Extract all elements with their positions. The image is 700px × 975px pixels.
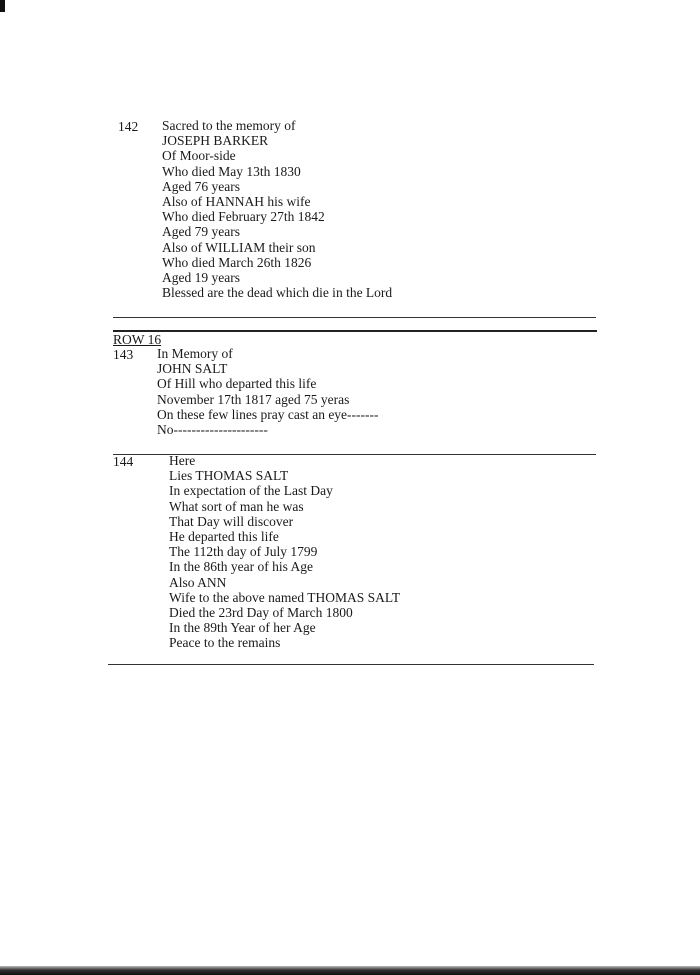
row-label: ROW 16 (113, 332, 162, 347)
entry-number-144: 144 (113, 454, 134, 469)
inscription-line: Who died May 13th 1830 (162, 163, 301, 179)
divider-line (113, 317, 596, 318)
scan-bottom-edge (0, 966, 700, 975)
inscription-line: Who died February 27th 1842 (162, 209, 325, 225)
scan-corner-mark (0, 0, 5, 12)
inscription-line: Also of WILLIAM their son (162, 239, 316, 255)
divider-line (113, 330, 597, 332)
inscription-line: Also of HANNAH his wife (162, 193, 311, 209)
inscription-line: In the 89th Year of her Age (169, 620, 316, 636)
inscription-line: Aged 76 years (162, 178, 240, 194)
inscription-line: Aged 19 years (162, 269, 240, 285)
entry-144-inscription (169, 453, 400, 650)
entry-number-143: 143 (113, 347, 134, 362)
inscription-line: That Day will discover (169, 513, 294, 529)
inscription-line: Who died March 26th 1826 (162, 254, 312, 270)
inscription-line: JOHN SALT (157, 361, 228, 377)
entry-143-inscription (157, 346, 379, 437)
inscription-line: He departed this life (169, 528, 279, 544)
inscription-line: Blessed are the dead which die in the Lord (162, 285, 393, 301)
inscription-line: Aged 79 years (162, 224, 240, 240)
inscription-line: What sort of man he was (169, 498, 304, 514)
inscription-line: Also ANN (169, 574, 227, 590)
inscription-line: In the 86th year of his Age (169, 559, 313, 575)
entry-142-inscription (162, 118, 392, 300)
divider-line (108, 664, 594, 665)
inscription-line: Peace to the remains (169, 635, 281, 651)
inscription-line: No--------------------- (157, 421, 268, 437)
inscription-line: November 17th 1817 aged 75 yeras (157, 391, 350, 407)
inscription-line: Here (169, 453, 196, 468)
inscription-line: On these few lines pray cast an eye------- (157, 406, 379, 422)
inscription-line: In expectation of the Last Day (169, 483, 333, 499)
inscription-line: Of Hill who departed this life (157, 376, 317, 392)
inscription-line: Sacred to the memory of (162, 118, 296, 133)
inscription-line: Lies THOMAS SALT (169, 468, 289, 484)
inscription-line: Of Moor-side (162, 148, 236, 164)
inscription-line: Wife to the above named THOMAS SALT (169, 589, 401, 605)
inscription-line: In Memory of (157, 346, 233, 361)
entry-number-142: 142 (118, 119, 139, 134)
inscription-line: JOSEPH BARKER (162, 133, 269, 149)
inscription-line: Died the 23rd Day of March 1800 (169, 604, 353, 620)
inscription-line: The 112th day of July 1799 (169, 544, 318, 560)
